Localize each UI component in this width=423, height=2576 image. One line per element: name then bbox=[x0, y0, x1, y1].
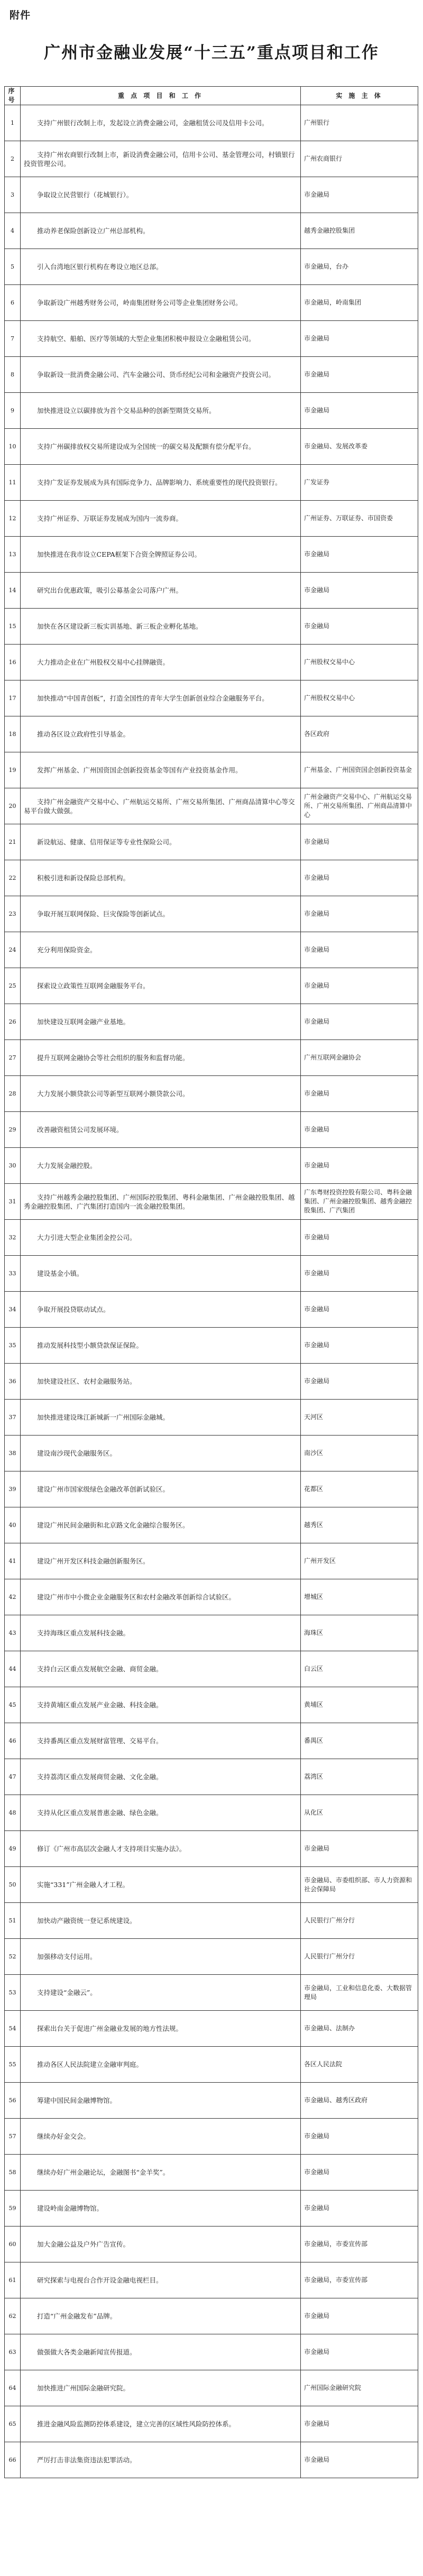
row-task: 修订《广州市高层次金融人才支持项目实施办法》。 bbox=[21, 1831, 301, 1867]
table-row bbox=[5, 1004, 418, 1040]
table-row bbox=[5, 1975, 418, 2011]
row-owner: 市金融局 bbox=[301, 2119, 418, 2155]
row-owner: 广东粤财投资控股有限公司、粤科金融集团、广州金融控股集团、越秀金融控股集团、广汽集团 bbox=[301, 1184, 418, 1220]
row-number: 13 bbox=[5, 537, 21, 573]
row-task: 大力推动企业在广州股权交易中心挂牌融资。 bbox=[21, 645, 301, 680]
table-row bbox=[5, 285, 418, 321]
table-row bbox=[5, 573, 418, 609]
table-row bbox=[5, 2155, 418, 2191]
row-number: 60 bbox=[5, 2227, 21, 2262]
row-number: 37 bbox=[5, 1400, 21, 1436]
row-owner: 市金融局 bbox=[301, 860, 418, 896]
table-row bbox=[5, 645, 418, 680]
table-row bbox=[5, 1759, 418, 1795]
table-row bbox=[5, 1579, 418, 1615]
header-number: 序号 bbox=[5, 87, 21, 105]
row-owner: 市金融局 bbox=[301, 1256, 418, 1292]
row-number: 29 bbox=[5, 1112, 21, 1148]
row-owner: 南沙区 bbox=[301, 1436, 418, 1471]
row-owner: 广州互联网金融协会 bbox=[301, 1040, 418, 1076]
row-owner: 越秀区 bbox=[301, 1507, 418, 1543]
row-number: 53 bbox=[5, 1975, 21, 2011]
row-number: 11 bbox=[5, 465, 21, 501]
row-owner: 市金融局，岭南集团 bbox=[301, 285, 418, 321]
row-task: 提升互联网金融协会等社会组织的服务和监督功能。 bbox=[21, 1040, 301, 1076]
header-owner: 实 施 主 体 bbox=[301, 87, 418, 105]
row-number: 63 bbox=[5, 2334, 21, 2370]
table-row bbox=[5, 2191, 418, 2227]
table-row bbox=[5, 2047, 418, 2083]
row-number: 38 bbox=[5, 1436, 21, 1471]
row-owner: 市金融局 bbox=[301, 968, 418, 1004]
row-task: 支持广州证券、万联证券发展成为国内一流券商。 bbox=[21, 501, 301, 537]
row-owner: 市金融局 bbox=[301, 932, 418, 968]
table-row bbox=[5, 177, 418, 213]
row-task: 打造“广州金融发布”品牌。 bbox=[21, 2298, 301, 2334]
table-row bbox=[5, 716, 418, 752]
table-row bbox=[5, 2406, 418, 2442]
row-task: 做强做大各类金融新闻宣传报道。 bbox=[21, 2334, 301, 2370]
row-owner: 广州开发区 bbox=[301, 1543, 418, 1579]
row-task: 争取设立民营银行（花城银行）。 bbox=[21, 177, 301, 213]
row-owner: 市金融局，市委宣传部 bbox=[301, 2262, 418, 2298]
table-row bbox=[5, 429, 418, 465]
row-owner: 广州证券、万联证券、市国资委 bbox=[301, 501, 418, 537]
row-number: 9 bbox=[5, 393, 21, 429]
table-row bbox=[5, 1939, 418, 1975]
table-row bbox=[5, 1471, 418, 1507]
row-task: 充分利用保险资金。 bbox=[21, 932, 301, 968]
table-row bbox=[5, 1400, 418, 1436]
table-row bbox=[5, 860, 418, 896]
table-row bbox=[5, 896, 418, 932]
row-number: 43 bbox=[5, 1615, 21, 1651]
table-row bbox=[5, 1903, 418, 1939]
row-number: 3 bbox=[5, 177, 21, 213]
table-row bbox=[5, 2334, 418, 2370]
row-number: 10 bbox=[5, 429, 21, 465]
table-row bbox=[5, 609, 418, 645]
row-task: 建设广州市国家级绿色金融改革创新试验区。 bbox=[21, 1471, 301, 1507]
row-task: 支持广州越秀金融控股集团、广州国际控股集团、粤科金融集团、广州金融控股集团、越秀金融控股集团、广汽集团打造国内一流金融控股集团。 bbox=[21, 1184, 301, 1220]
row-task: 引入台湾地区银行机构在粤设立地区总部。 bbox=[21, 249, 301, 285]
row-owner: 荔湾区 bbox=[301, 1759, 418, 1795]
row-owner: 市金融局 bbox=[301, 537, 418, 573]
row-number: 55 bbox=[5, 2047, 21, 2083]
row-task: 探索设立政策性互联网金融服务平台。 bbox=[21, 968, 301, 1004]
row-owner: 市金融局，市委宣传部 bbox=[301, 2227, 418, 2262]
table-row bbox=[5, 680, 418, 716]
row-number: 12 bbox=[5, 501, 21, 537]
table-row bbox=[5, 537, 418, 573]
row-number: 5 bbox=[5, 249, 21, 285]
row-task: 建设南沙现代金融服务区。 bbox=[21, 1436, 301, 1471]
row-task: 大力引进大型企业集团金控公司。 bbox=[21, 1220, 301, 1256]
table-row bbox=[5, 1436, 418, 1471]
row-owner: 市金融局 bbox=[301, 1220, 418, 1256]
row-task: 继续办好金交会。 bbox=[21, 2119, 301, 2155]
row-task: 继续办好广州金融论坛，金融图书“金羊奖”。 bbox=[21, 2155, 301, 2191]
row-task: 加快推进在我市设立CEPA框架下合资全牌照证券公司。 bbox=[21, 537, 301, 573]
row-owner: 广州银行 bbox=[301, 105, 418, 141]
row-number: 58 bbox=[5, 2155, 21, 2191]
row-task: 探索出台关于促进广州金融业发展的地方性法规。 bbox=[21, 2011, 301, 2047]
row-number: 27 bbox=[5, 1040, 21, 1076]
row-task: 支持广州金融资产交易中心、广州航运交易所、广州交易所集团、广州商品清算中心等交易平台做大做强。 bbox=[21, 788, 301, 824]
row-number: 59 bbox=[5, 2191, 21, 2227]
row-number: 25 bbox=[5, 968, 21, 1004]
row-number: 40 bbox=[5, 1507, 21, 1543]
table-row bbox=[5, 2227, 418, 2262]
row-number: 50 bbox=[5, 1867, 21, 1903]
row-number: 1 bbox=[5, 105, 21, 141]
row-number: 33 bbox=[5, 1256, 21, 1292]
row-task: 严厉打击非法集资违法犯罪活动。 bbox=[21, 2442, 301, 2478]
row-owner: 广州股权交易中心 bbox=[301, 680, 418, 716]
row-owner: 市金融局 bbox=[301, 1831, 418, 1867]
table-row bbox=[5, 2298, 418, 2334]
row-task: 加快动产融资统一登记系统建设。 bbox=[21, 1903, 301, 1939]
row-number: 28 bbox=[5, 1076, 21, 1112]
row-owner: 市金融局 bbox=[301, 573, 418, 609]
row-number: 52 bbox=[5, 1939, 21, 1975]
table-row bbox=[5, 1867, 418, 1903]
table-row bbox=[5, 1723, 418, 1759]
row-task: 争取开展互联网保险、巨灾保险等创新试点。 bbox=[21, 896, 301, 932]
row-number: 47 bbox=[5, 1759, 21, 1795]
row-owner: 市金融局、法制办 bbox=[301, 2011, 418, 2047]
row-number: 7 bbox=[5, 321, 21, 357]
table-row bbox=[5, 105, 418, 141]
row-owner: 广州股权交易中心 bbox=[301, 645, 418, 680]
row-task: 支持海珠区重点发展科技金融。 bbox=[21, 1615, 301, 1651]
row-task: 支持白云区重点发展航空金融、商贸金融。 bbox=[21, 1651, 301, 1687]
row-number: 14 bbox=[5, 573, 21, 609]
row-owner: 增城区 bbox=[301, 1579, 418, 1615]
row-task: 支持广州银行改制上市，发起设立消费金融公司，金融租赁公司及信用卡公司。 bbox=[21, 105, 301, 141]
row-task: 加快建设互联网金融产业基地。 bbox=[21, 1004, 301, 1040]
row-owner: 市金融局 bbox=[301, 896, 418, 932]
row-owner: 人民银行广州分行 bbox=[301, 1939, 418, 1975]
row-number: 39 bbox=[5, 1471, 21, 1507]
table-row bbox=[5, 932, 418, 968]
row-owner: 市金融局，工业和信息化委、大数据管理局 bbox=[301, 1975, 418, 2011]
row-task: 支持番禺区重点发展财富管理、交易平台。 bbox=[21, 1723, 301, 1759]
row-owner: 市金融局 bbox=[301, 824, 418, 860]
row-task: 建设广州开发区科技金融创新服务区。 bbox=[21, 1543, 301, 1579]
row-owner: 市金融局 bbox=[301, 321, 418, 357]
row-task: 推动各区人民法院建立金融审判庭。 bbox=[21, 2047, 301, 2083]
row-number: 32 bbox=[5, 1220, 21, 1256]
table-row bbox=[5, 2083, 418, 2119]
table-row bbox=[5, 1364, 418, 1400]
row-task: 争取新设广州越秀财务公司，岭南集团财务公司等企业集团财务公司。 bbox=[21, 285, 301, 321]
row-task: 支持航空、船舶、医疗等领域的大型企业集团积极申报设立金融租赁公司。 bbox=[21, 321, 301, 357]
document-title: 广州市金融业发展“十三五”重点项目和工作 bbox=[44, 43, 379, 62]
row-owner: 市金融局、发展改革委 bbox=[301, 429, 418, 465]
row-owner: 市金融局 bbox=[301, 177, 418, 213]
row-owner: 广州国际金融研究院 bbox=[301, 2370, 418, 2406]
row-number: 26 bbox=[5, 1004, 21, 1040]
table-row bbox=[5, 2119, 418, 2155]
row-task: 研究探索与电视台合作开设金融电视栏目。 bbox=[21, 2262, 301, 2298]
attachment-label: 附件 bbox=[10, 10, 31, 21]
row-owner: 广发证券 bbox=[301, 465, 418, 501]
row-owner: 市金融局、市委组织部、市人力资源和社会保障局 bbox=[301, 1867, 418, 1903]
row-task: 研究出台优惠政策，吸引公募基金公司落户广州。 bbox=[21, 573, 301, 609]
row-number: 24 bbox=[5, 932, 21, 968]
row-task: 实施“331”广州金融人才工程。 bbox=[21, 1867, 301, 1903]
table-row bbox=[5, 141, 418, 177]
table-row bbox=[5, 249, 418, 285]
row-number: 22 bbox=[5, 860, 21, 896]
row-owner: 天河区 bbox=[301, 1400, 418, 1436]
row-number: 8 bbox=[5, 357, 21, 393]
row-task: 加快推进建设珠江新城新一广州国际金融城。 bbox=[21, 1400, 301, 1436]
table-row bbox=[5, 1256, 418, 1292]
row-task: 支持广州农商银行改制上市，新设消费金融公司，信用卡公司、基金管理公司，村镇银行投资管理公司。 bbox=[21, 141, 301, 177]
row-task: 支持广发证券发展成为具有国际竞争力、品牌影响力、系统重要性的现代投资银行。 bbox=[21, 465, 301, 501]
table-row bbox=[5, 501, 418, 537]
row-owner: 人民银行广州分行 bbox=[301, 1903, 418, 1939]
row-number: 23 bbox=[5, 896, 21, 932]
row-task: 推动养老保险创新设立广州总部机构。 bbox=[21, 213, 301, 249]
row-owner: 市金融局 bbox=[301, 1112, 418, 1148]
table-row bbox=[5, 2011, 418, 2047]
table-row bbox=[5, 1328, 418, 1364]
row-number: 66 bbox=[5, 2442, 21, 2478]
table-row bbox=[5, 788, 418, 824]
table-row bbox=[5, 1220, 418, 1256]
row-number: 18 bbox=[5, 716, 21, 752]
table-row bbox=[5, 1795, 418, 1831]
table-row bbox=[5, 1292, 418, 1328]
table-row bbox=[5, 752, 418, 788]
row-owner: 各区人民法院 bbox=[301, 2047, 418, 2083]
row-number: 19 bbox=[5, 752, 21, 788]
row-task: 支持广州碳排放权交易所建设成为全国统一的碳交易及配额有偿分配平台。 bbox=[21, 429, 301, 465]
row-owner: 市金融局 bbox=[301, 2298, 418, 2334]
table-row bbox=[5, 1076, 418, 1112]
row-task: 加快推进设立以碳排放为首个交易品种的创新型期货交易所。 bbox=[21, 393, 301, 429]
table-row bbox=[5, 2442, 418, 2478]
row-task: 推动各区设立政府性引导基金。 bbox=[21, 716, 301, 752]
table-row bbox=[5, 1615, 418, 1651]
table-body bbox=[5, 105, 418, 2478]
row-task: 争取开展投贷联动试点。 bbox=[21, 1292, 301, 1328]
table-row bbox=[5, 1112, 418, 1148]
table-row bbox=[5, 1507, 418, 1543]
row-owner: 广州金融资产交易中心、广州航运交易所、广州交易所集团、广州商品清算中心 bbox=[301, 788, 418, 824]
row-number: 49 bbox=[5, 1831, 21, 1867]
row-owner: 越秀金融控股集团 bbox=[301, 213, 418, 249]
row-task: 改善融资租赁公司发展环境。 bbox=[21, 1112, 301, 1148]
row-owner: 市金融局 bbox=[301, 2334, 418, 2370]
row-task: 争取新设一批消费金融公司、汽车金融公司、货币经纪公司和金融资产投资公司。 bbox=[21, 357, 301, 393]
row-owner: 海珠区 bbox=[301, 1615, 418, 1651]
table-row bbox=[5, 465, 418, 501]
row-owner: 白云区 bbox=[301, 1651, 418, 1687]
row-task: 加大金融公益及户外广告宣传。 bbox=[21, 2227, 301, 2262]
table-row bbox=[5, 1148, 418, 1184]
row-number: 16 bbox=[5, 645, 21, 680]
header-task: 重 点 项 目 和 工 作 bbox=[21, 87, 301, 105]
row-owner: 各区政府 bbox=[301, 716, 418, 752]
row-task: 建设广州民间金融街和北京路文化金融综合服务区。 bbox=[21, 1507, 301, 1543]
row-number: 20 bbox=[5, 788, 21, 824]
row-number: 64 bbox=[5, 2370, 21, 2406]
row-owner: 市金融局 bbox=[301, 357, 418, 393]
row-number: 36 bbox=[5, 1364, 21, 1400]
table-row bbox=[5, 393, 418, 429]
row-owner: 市金融局 bbox=[301, 1076, 418, 1112]
table-row bbox=[5, 2370, 418, 2406]
row-owner: 市金融局 bbox=[301, 393, 418, 429]
row-task: 推动发展科技型小额贷款保证保险。 bbox=[21, 1328, 301, 1364]
row-owner: 市金融局 bbox=[301, 1004, 418, 1040]
row-task: 大力发展金融控股。 bbox=[21, 1148, 301, 1184]
row-owner: 市金融局 bbox=[301, 2191, 418, 2227]
row-task: 大力发展小额贷款公司等新型互联网小额贷款公司。 bbox=[21, 1076, 301, 1112]
row-task: 支持建设“金融云”。 bbox=[21, 1975, 301, 2011]
row-task: 建设广州市中小微企业金融服务区和农村金融改革创新综合试验区。 bbox=[21, 1579, 301, 1615]
row-number: 15 bbox=[5, 609, 21, 645]
row-owner: 市金融局 bbox=[301, 1292, 418, 1328]
table-row bbox=[5, 213, 418, 249]
row-owner: 市金融局、越秀区政府 bbox=[301, 2083, 418, 2119]
row-task: 支持从化区重点发展普惠金融、绿色金融。 bbox=[21, 1795, 301, 1831]
row-task: 加快推进广州国际金融研究院。 bbox=[21, 2370, 301, 2406]
row-owner: 市金融局 bbox=[301, 1364, 418, 1400]
row-owner: 广州农商银行 bbox=[301, 141, 418, 177]
row-owner: 花都区 bbox=[301, 1471, 418, 1507]
row-owner: 市金融局 bbox=[301, 2442, 418, 2478]
row-number: 46 bbox=[5, 1723, 21, 1759]
row-task: 推进金融风险监测防控体系建设，建立完善的区域性风险防控体系。 bbox=[21, 2406, 301, 2442]
row-number: 34 bbox=[5, 1292, 21, 1328]
row-task: 新设航运、健康、信用保证等专业性保险公司。 bbox=[21, 824, 301, 860]
row-owner: 番禺区 bbox=[301, 1723, 418, 1759]
row-number: 48 bbox=[5, 1795, 21, 1831]
row-number: 45 bbox=[5, 1687, 21, 1723]
row-number: 65 bbox=[5, 2406, 21, 2442]
row-task: 加快建设社区、农村金融服务站。 bbox=[21, 1364, 301, 1400]
row-task: 筹建中国民间金融博物馆。 bbox=[21, 2083, 301, 2119]
row-number: 4 bbox=[5, 213, 21, 249]
table-row bbox=[5, 2262, 418, 2298]
row-owner: 市金融局 bbox=[301, 1328, 418, 1364]
row-task: 积极引进和新设保险总部机构。 bbox=[21, 860, 301, 896]
row-number: 31 bbox=[5, 1184, 21, 1220]
projects-table bbox=[4, 86, 418, 2478]
row-task: 加快在各区建设新三板实训基地、新三板企业孵化基地。 bbox=[21, 609, 301, 645]
row-owner: 市金融局 bbox=[301, 609, 418, 645]
row-number: 61 bbox=[5, 2262, 21, 2298]
row-number: 30 bbox=[5, 1148, 21, 1184]
table-row bbox=[5, 357, 418, 393]
table-row bbox=[5, 1651, 418, 1687]
table-row bbox=[5, 1831, 418, 1867]
table-row bbox=[5, 1687, 418, 1723]
row-task: 加快推动“中国青创板”，打造全国性的青年大学生创新创业综合金融服务平台。 bbox=[21, 680, 301, 716]
table-row bbox=[5, 968, 418, 1004]
row-owner: 市金融局 bbox=[301, 1148, 418, 1184]
row-number: 42 bbox=[5, 1579, 21, 1615]
table-row bbox=[5, 824, 418, 860]
row-number: 35 bbox=[5, 1328, 21, 1364]
row-number: 21 bbox=[5, 824, 21, 860]
row-number: 17 bbox=[5, 680, 21, 716]
row-owner: 黄埔区 bbox=[301, 1687, 418, 1723]
row-number: 62 bbox=[5, 2298, 21, 2334]
row-number: 2 bbox=[5, 141, 21, 177]
table-header-row bbox=[5, 87, 418, 105]
row-number: 54 bbox=[5, 2011, 21, 2047]
row-number: 51 bbox=[5, 1903, 21, 1939]
row-owner: 广州基金、广州国资国企创新投资基金 bbox=[301, 752, 418, 788]
table-row bbox=[5, 1543, 418, 1579]
row-number: 6 bbox=[5, 285, 21, 321]
row-task: 建设基金小镇。 bbox=[21, 1256, 301, 1292]
row-number: 56 bbox=[5, 2083, 21, 2119]
row-task: 发挥广州基金、广州国资国企创新投资基金等国有产业投资基金作用。 bbox=[21, 752, 301, 788]
table-row bbox=[5, 1040, 418, 1076]
row-owner: 市金融局 bbox=[301, 2155, 418, 2191]
table-row bbox=[5, 321, 418, 357]
row-owner: 从化区 bbox=[301, 1795, 418, 1831]
row-task: 支持黄埔区重点发展产业金融、科技金融。 bbox=[21, 1687, 301, 1723]
row-task: 支持荔湾区重点发展商贸金融、文化金融。 bbox=[21, 1759, 301, 1795]
row-task: 建设岭南金融博物馆。 bbox=[21, 2191, 301, 2227]
row-owner: 市金融局，台办 bbox=[301, 249, 418, 285]
row-number: 41 bbox=[5, 1543, 21, 1579]
row-number: 44 bbox=[5, 1651, 21, 1687]
row-task: 加强移动支付运用。 bbox=[21, 1939, 301, 1975]
row-owner: 市金融局 bbox=[301, 2406, 418, 2442]
table-row bbox=[5, 1184, 418, 1220]
row-number: 57 bbox=[5, 2119, 21, 2155]
